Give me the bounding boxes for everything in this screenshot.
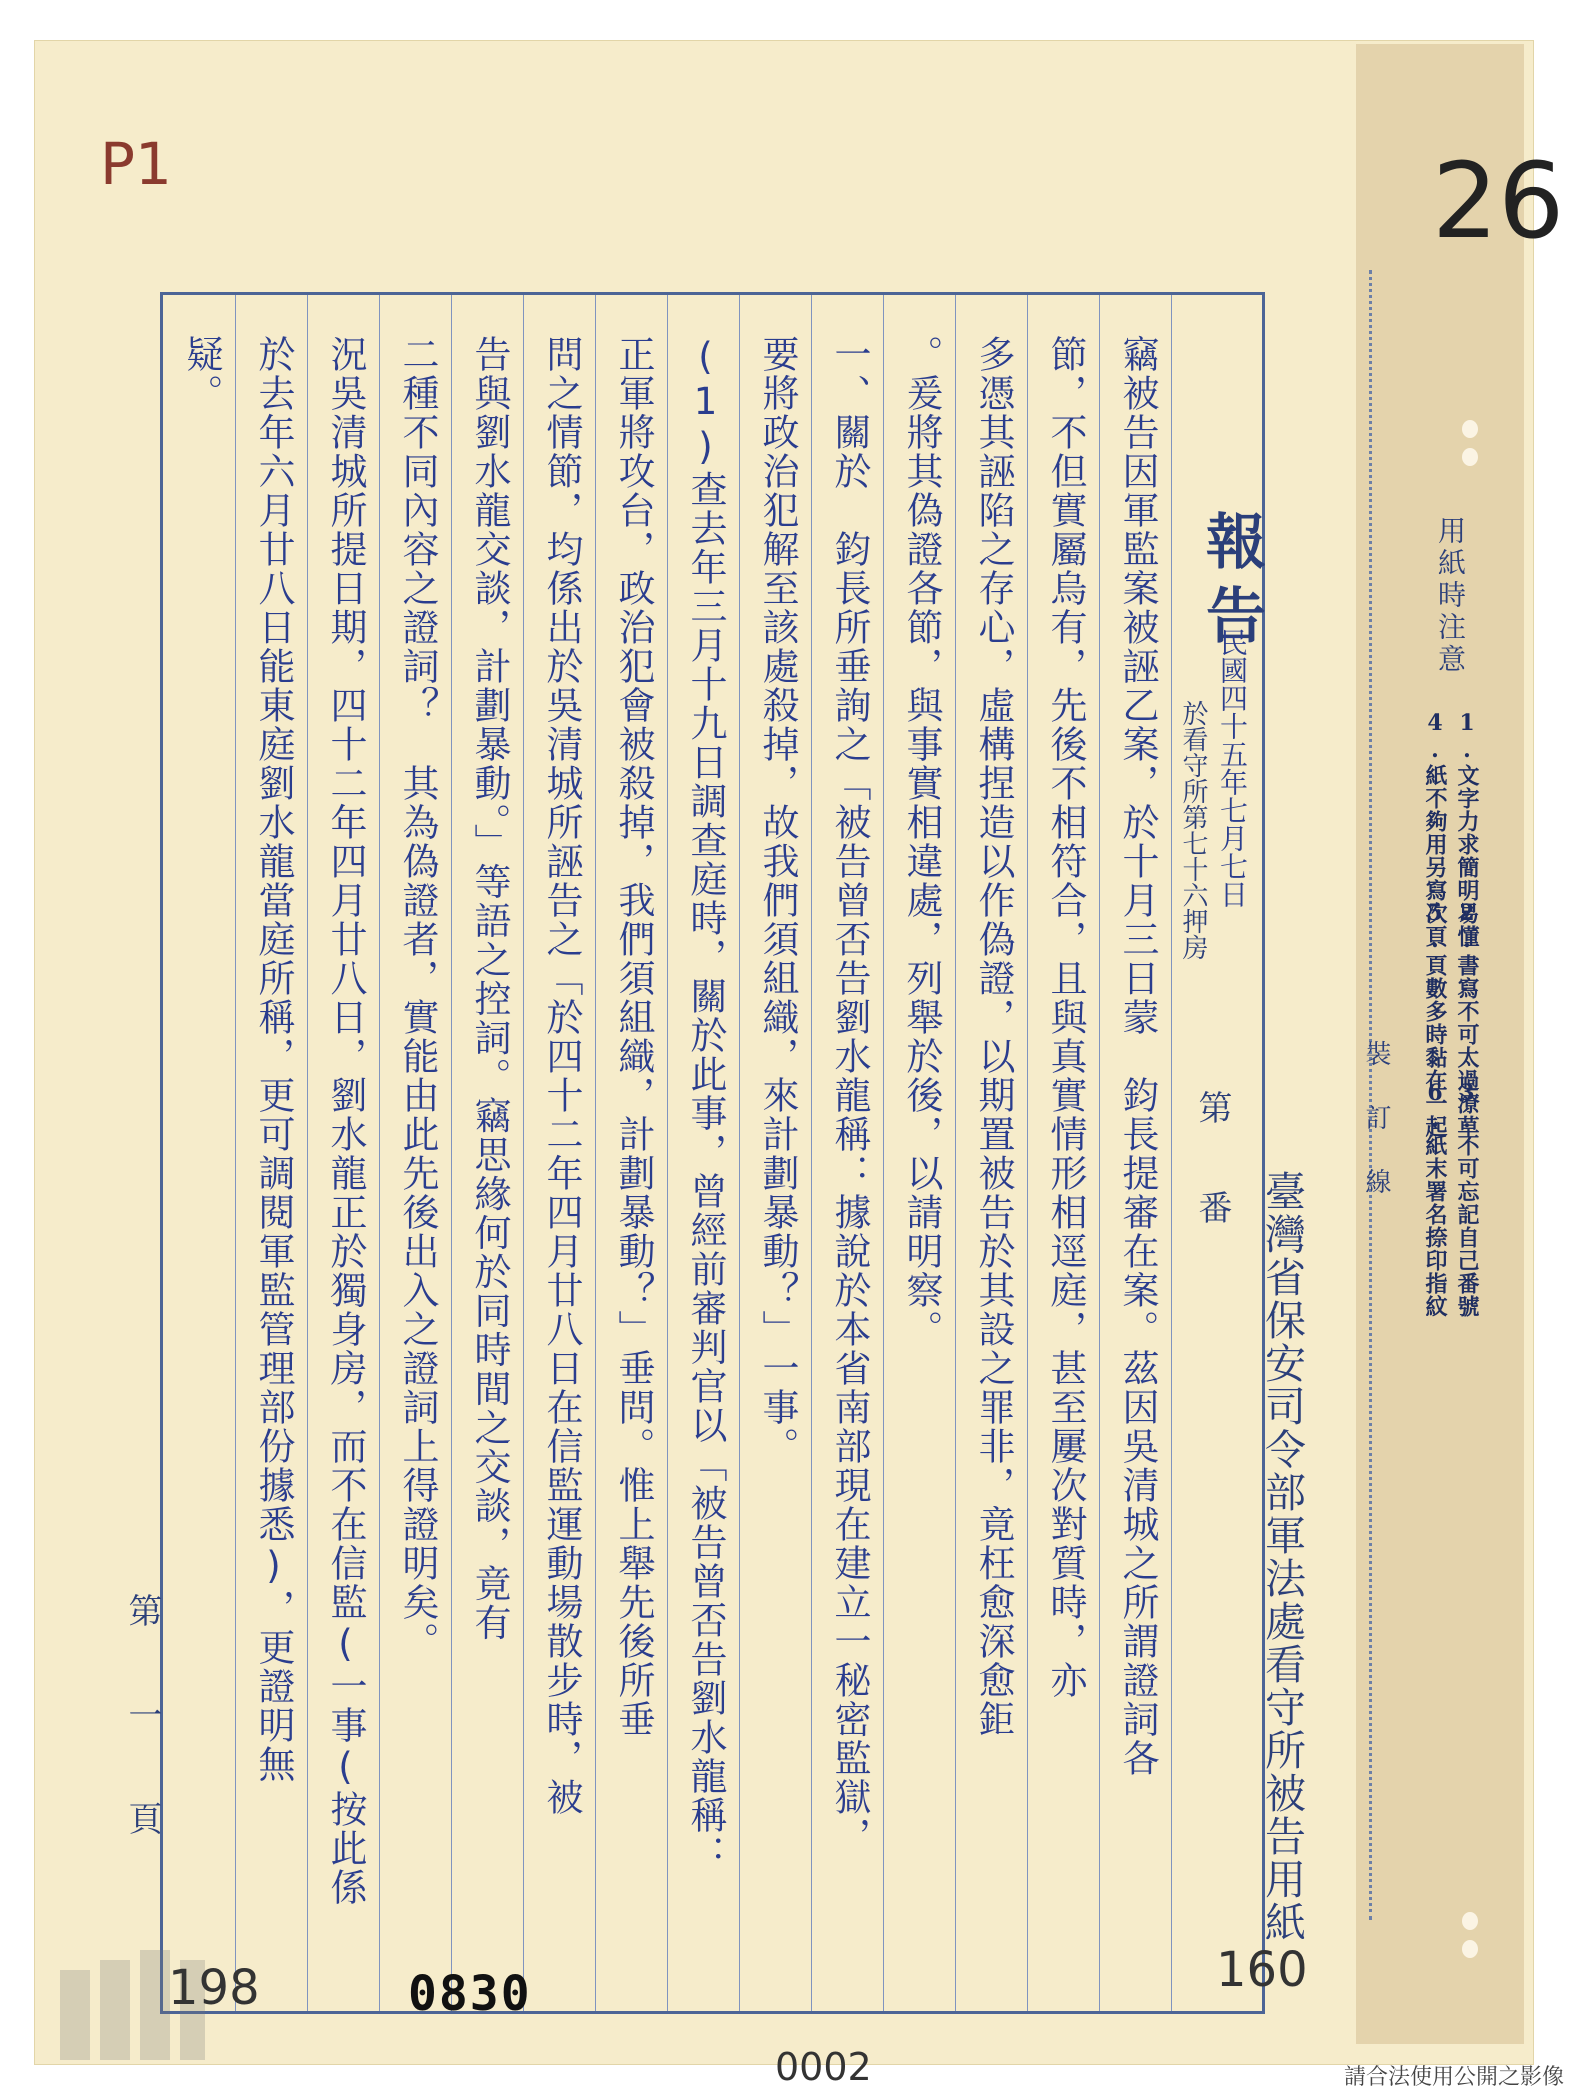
usage-notice: 請合法使用公開之影像: [1343, 2065, 1564, 2090]
usage-notes-title: 用紙時注意: [1434, 516, 1467, 676]
pencil-number-160: 160: [1216, 1942, 1308, 1998]
page-marker: 第一頁: [122, 1593, 162, 1905]
column-rule: [667, 295, 668, 2011]
column-rule: [1171, 295, 1172, 2011]
handwritten-column: 多憑其誣陷之存心，虛構捏造以作偽證，以期置被告於其設之罪非，竟枉愈深愈鉅: [972, 335, 1015, 1739]
prisoner-number-label: 第番: [1192, 1090, 1232, 1290]
column-rule: [451, 295, 452, 2011]
handwritten-column: 。爰將其偽證各節，與事實相違處，列舉於後，以請明察。: [900, 335, 943, 1349]
watermark-bar: [60, 1970, 90, 2060]
handwritten-column: 要將政治犯解至該處殺掉，故我們須組織，來計劃暴動？」一事。: [756, 335, 799, 1466]
handwritten-column: 問之情節，均係出於吳清城所誣告之「於四十二年四月廿八日在信監運動場散步時，被: [540, 335, 583, 1817]
report-title: 報告: [1196, 510, 1266, 658]
column-rule: [235, 295, 236, 2011]
punch-hole: [1462, 1940, 1478, 1958]
report-date: 民國四十五年七月七日: [1216, 628, 1249, 908]
pencil-number-0002: 0002: [775, 2045, 872, 2089]
binding-line-label: 裝訂線: [1361, 1040, 1391, 1232]
punch-hole: [1462, 1912, 1478, 1930]
column-rule: [955, 295, 956, 2011]
pencil-archive-code: P1: [100, 130, 172, 198]
usage-note: 6.紙末署名捺印指紋: [1422, 1080, 1448, 1318]
punch-hole: [1462, 448, 1478, 466]
watermark-bar: [140, 1950, 170, 2060]
usage-note: 2.書寫不可太過潦草: [1454, 900, 1480, 1138]
column-rule: [379, 295, 380, 2011]
usage-note: 4.紙不夠用另寫次頁: [1422, 710, 1448, 948]
handwritten-column: 節，不但實屬烏有，先後不相符合，且與真實情形相逕庭，甚至屢次對質時，亦: [1044, 335, 1087, 1700]
form-organization-title: 臺灣省保安司令部軍法處看守所被告用紙: [1258, 1170, 1306, 1944]
column-rule: [523, 295, 524, 2011]
detention-cell: 於看守所第七十六押房: [1178, 700, 1208, 960]
usage-note: 5.頁數多時黏在一起: [1422, 900, 1448, 1138]
watermark-bar: [100, 1960, 130, 2060]
column-rule: [883, 295, 884, 2011]
handwritten-column: 二種不同內容之證詞？ 其為偽證者，實能由此先後出入之證詞上得證明矣。: [396, 335, 439, 1661]
handwritten-column: 告與劉水龍交談，計劃暴動。」等語之控詞。竊思緣何於同時間之交談，竟有: [468, 335, 511, 1643]
pencil-number-198: 198: [168, 1960, 260, 2016]
punch-hole: [1462, 420, 1478, 438]
handwritten-column: 況吳清城所提日期，四十二年四月廿八日，劉水龍正於獨身房，而不在信監(一事(按此係: [324, 335, 367, 1907]
column-rule: [595, 295, 596, 2011]
handwritten-column: 疑。: [180, 335, 223, 413]
column-rule: [1099, 295, 1100, 2011]
column-rule: [307, 295, 308, 2011]
handwritten-column: (1)查去年三月十九日調查庭時，關於此事，曾經前審判官以「被告曾否告劉水龍稱：: [684, 335, 727, 1874]
handwritten-column: 於去年六月廿八日能東庭劉水龍當庭所稱，更可調閱軍監管理部份據悉)，更證明無: [252, 335, 295, 1784]
stamped-number: 0830: [408, 1966, 532, 2022]
handwritten-column: 正軍將攻台，政治犯會被殺掉，我們須組織，計劃暴動？」垂問。惟上舉先後所垂: [612, 335, 655, 1739]
usage-note: 3.不可忘記自己番號: [1454, 1080, 1480, 1318]
handwritten-column: 竊被告因軍監案被誣乙案，於十月三日蒙 鈞長提審在案。茲因吳清城之所謂證詞各: [1116, 335, 1159, 1778]
column-rule: [811, 295, 812, 2011]
report-frame: [160, 292, 1265, 2014]
usage-note: 1.文字力求簡明易懂: [1454, 710, 1480, 948]
handwritten-column: 一、關於 鈞長所垂詢之「被告曾否告劉水龍稱：據說於本省南部現在建立一秘密監獄，: [828, 335, 871, 1856]
column-rule: [1027, 295, 1028, 2011]
column-rule: [739, 295, 740, 2011]
corner-handwritten-mark: 26: [1432, 140, 1565, 262]
